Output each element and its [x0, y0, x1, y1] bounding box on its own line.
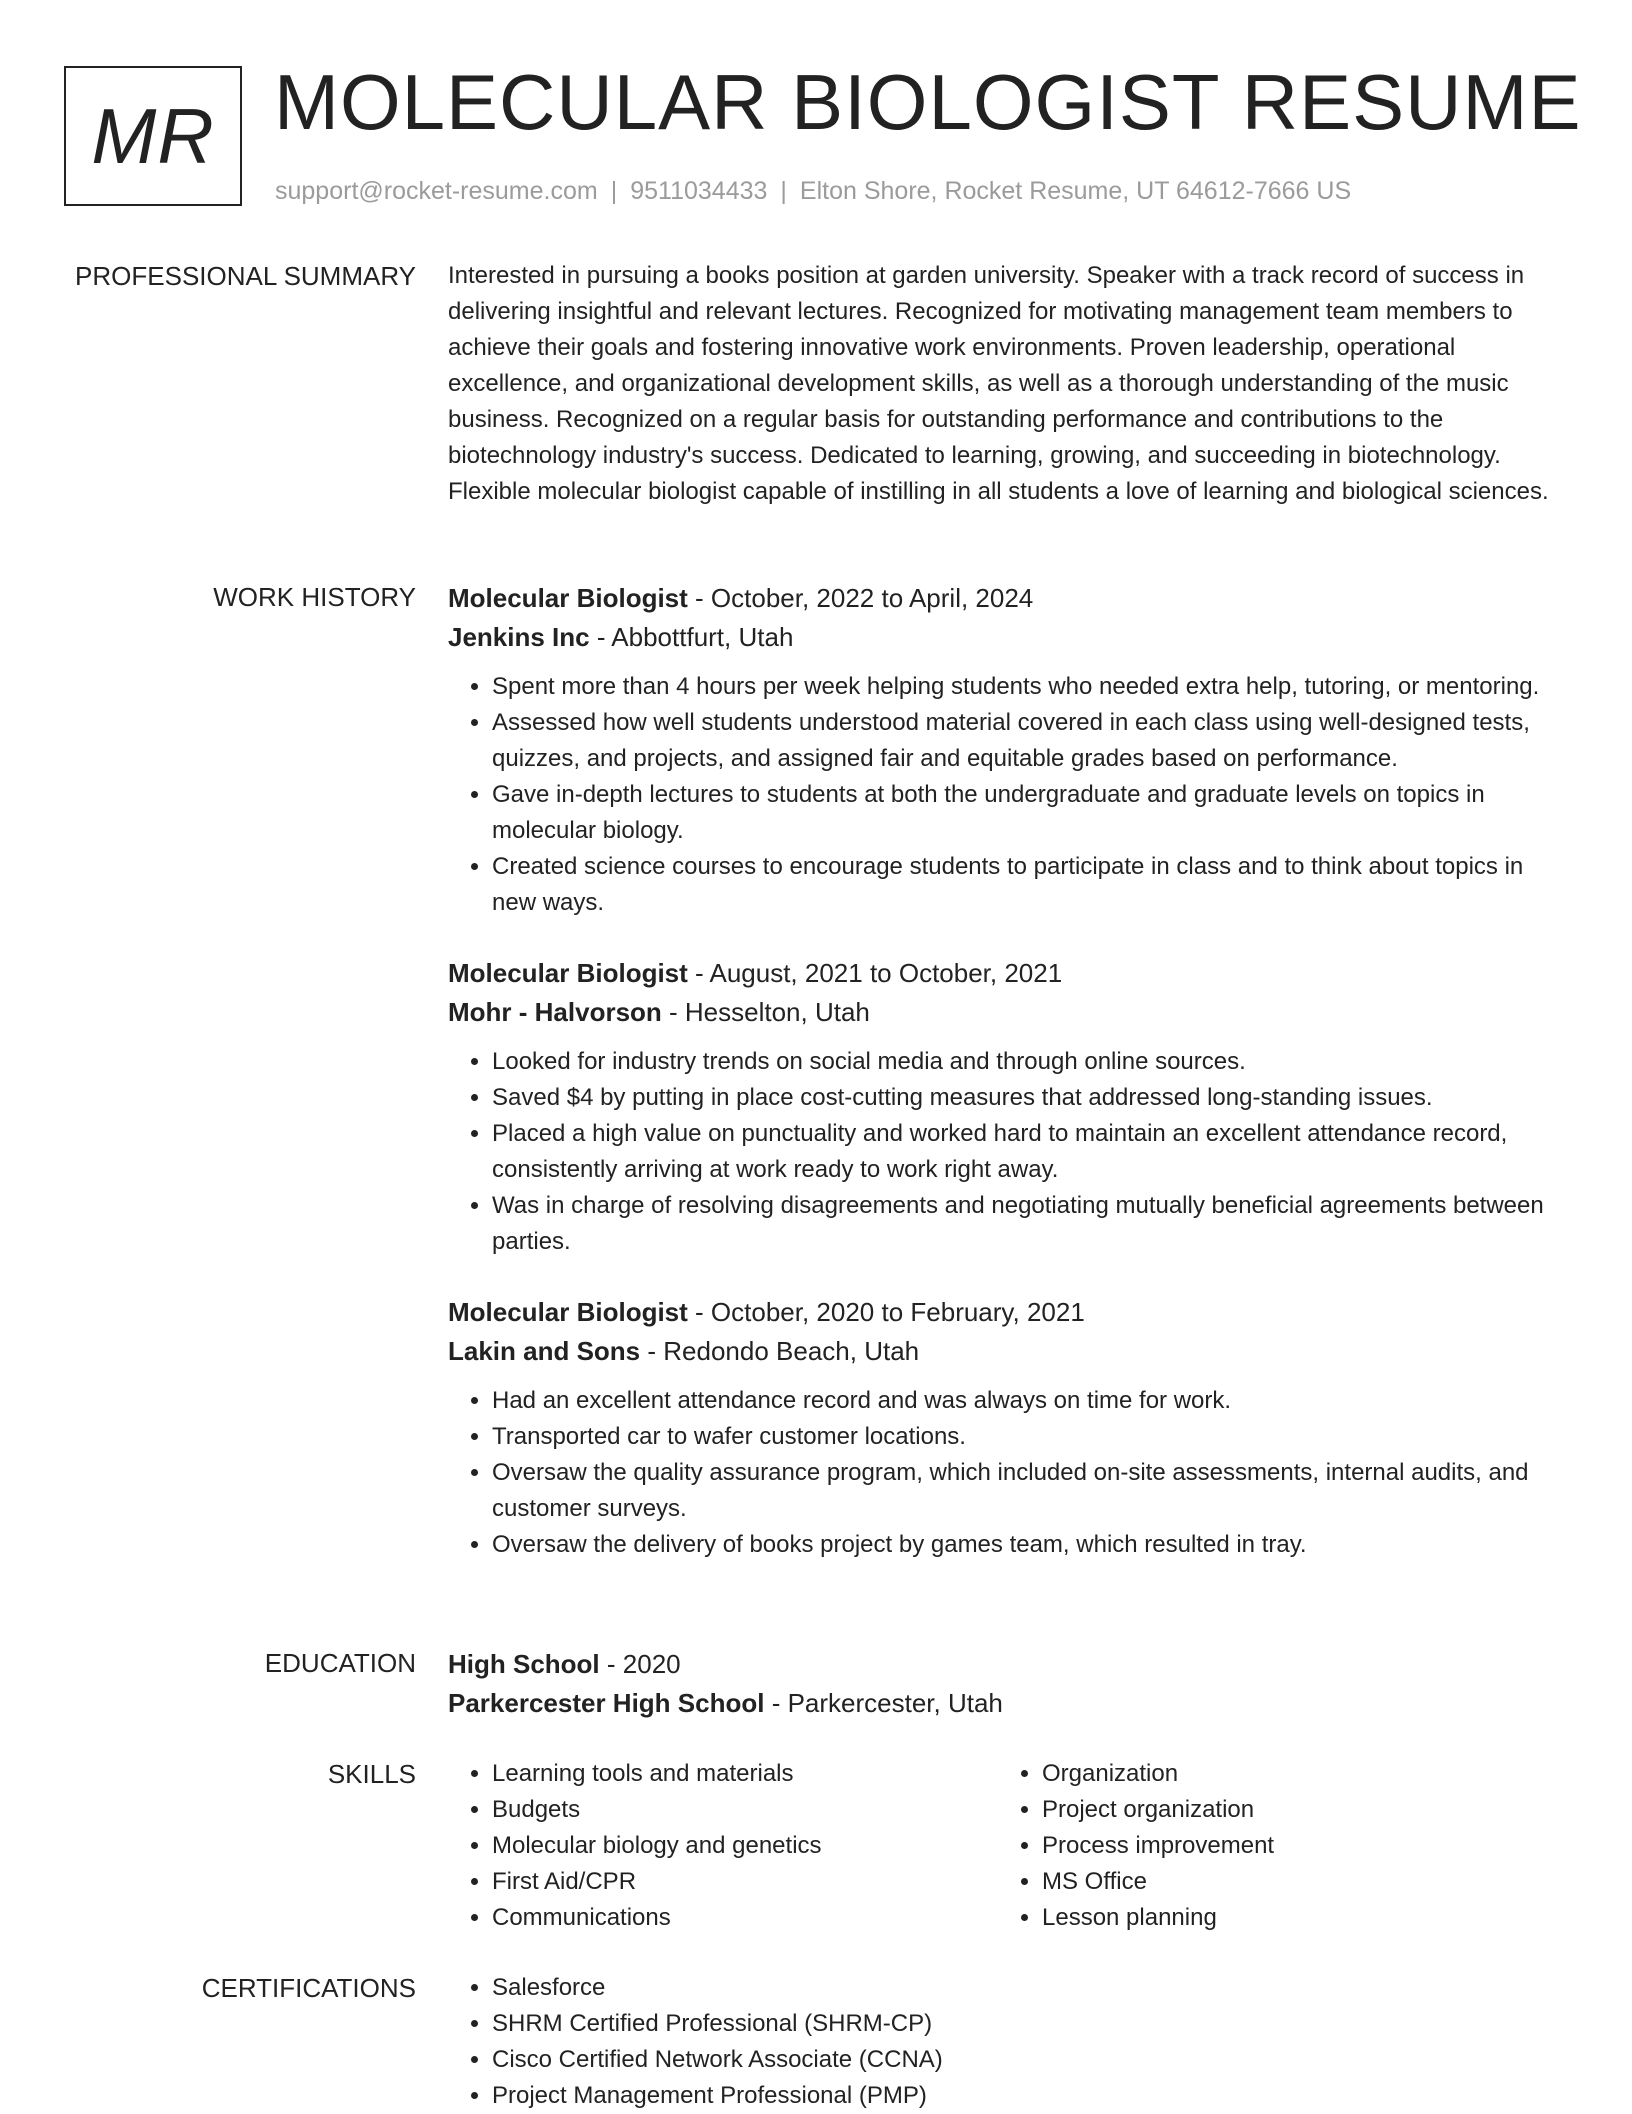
work-history-body [448, 579, 1568, 1596]
skills-list [998, 1756, 1548, 1936]
section-heading: WORK HISTORY [213, 582, 416, 612]
job-title: Molecular Biologist [448, 583, 688, 613]
job-entry [448, 1293, 1568, 1563]
job-company-line [448, 618, 1568, 657]
list-item: • Assessed how well students understood material covered in each class using well-designed tests, quizzes, and projects, and assigned fair and equitable grades based on performance. [492, 705, 1568, 777]
list-item: • Project organization [1042, 1792, 1548, 1828]
list-item: • Gave in-depth lectures to students at both the undergraduate and graduate levels on topics in molecular biology. [492, 777, 1568, 849]
list-item: • Learning tools and materials [492, 1756, 998, 1792]
job-title: Molecular Biologist [448, 958, 688, 988]
section-heading: CERTIFICATIONS [201, 1973, 416, 2003]
list-item: • Organization [1042, 1756, 1548, 1792]
summary-body [448, 258, 1568, 510]
list-item: • Process improvement [1042, 1828, 1548, 1864]
list-item: • Saved $4 by putting in place cost-cutting measures that addressed long-standing issues. [492, 1080, 1568, 1116]
education-school: Parkercester High School [448, 1688, 765, 1718]
job-title-line [448, 954, 1568, 993]
list-item: • MS Office [1042, 1864, 1548, 1900]
section-heading: PROFESSIONAL SUMMARY [75, 261, 416, 291]
list-item: • Oversaw the quality assurance program, which included on-site assessments, internal audits, and customer surveys. [492, 1455, 1568, 1527]
list-item: • Transported car to wafer customer locations. [492, 1419, 1568, 1455]
job-bullets [448, 1383, 1568, 1563]
skills-columns [448, 1756, 1568, 1936]
summary-text: Interested in pursuing a books position at garden university. Speaker with a track record of success in delivering insightful and relevant lectures. Recognized for motivating management team members to achieve their goals and fostering innovative work environments. Proven leadership, operational excellence, and organizational development skills, as well as a thorough understanding of the music business. Recognized on a regular basis for outstanding performance and contributions to the biotechnology industry's success. Dedicated to learning, growing, and succeeding in biotechnology. Flexible molecular biologist capable of instilling in all students a love of learning and biological sciences. [448, 262, 1549, 505]
job-entry [448, 579, 1568, 921]
list-item: • Cisco Certified Network Associate (CCNA) [492, 2042, 1568, 2078]
contact-phone[interactable]: 9511034433 [630, 177, 768, 205]
list-item: • Had an excellent attendance record and was always on time for work. [492, 1383, 1568, 1419]
job-title-line [448, 1293, 1568, 1332]
job-title: Molecular Biologist [448, 1297, 688, 1327]
education-location: - Parkercester, Utah [764, 1688, 1003, 1718]
skills-column-right [998, 1756, 1548, 1936]
skills-column-left [448, 1756, 998, 1936]
list-item: • Created science courses to encourage students to participate in class and to think about topics in new ways. [492, 849, 1568, 921]
education-school-line [448, 1684, 1568, 1723]
job-location: - Redondo Beach, Utah [640, 1336, 920, 1366]
job-dates: - October, 2022 to April, 2024 [687, 583, 1034, 613]
job-bullets [448, 1044, 1568, 1260]
job-title-line [448, 579, 1568, 618]
job-location: - Abbottfurt, Utah [589, 622, 794, 652]
job-entry [448, 954, 1568, 1260]
list-item: • SHRM Certified Professional (SHRM-CP) [492, 2006, 1568, 2042]
certifications-list [448, 1970, 1568, 2114]
contact-line [275, 174, 1351, 208]
skills-body [448, 1756, 1568, 1936]
job-location: - Hesselton, Utah [661, 997, 870, 1027]
job-company: Mohr - Halvorson [448, 997, 662, 1027]
list-item: • Molecular biology and genetics [492, 1828, 998, 1864]
monogram-badge [64, 66, 242, 206]
section-heading: EDUCATION [264, 1648, 416, 1678]
certifications-body [448, 1970, 1568, 2114]
list-item: • Salesforce [492, 1970, 1568, 2006]
list-item: • Oversaw the delivery of books project by games team, which resulted in tray. [492, 1527, 1568, 1563]
contact-separator: | [610, 177, 618, 205]
job-company: Lakin and Sons [448, 1336, 641, 1366]
contact-email[interactable]: support@rocket-resume.com [275, 177, 598, 205]
education-degree-line [448, 1645, 1568, 1684]
job-company: Jenkins Inc [448, 622, 590, 652]
skills-list [448, 1756, 998, 1936]
list-item: • Budgets [492, 1792, 998, 1828]
job-dates: - October, 2020 to February, 2021 [687, 1297, 1085, 1327]
education-degree: High School [448, 1649, 600, 1679]
contact-separator: | [780, 177, 787, 205]
resume-title: MOLECULAR BIOLOGIST RESUME [274, 58, 1582, 146]
contact-address: Elton Shore, Rocket Resume, UT 64612-7666 US [799, 177, 1352, 205]
list-item: • Placed a high value on punctuality and worked hard to maintain an excellent attendance record, consistently arriving at work ready to work right away. [492, 1116, 1568, 1188]
education-body [448, 1645, 1568, 1723]
list-item: • Lesson planning [1042, 1900, 1548, 1936]
list-item: • Was in charge of resolving disagreements and negotiating mutually beneficial agreements between parties. [492, 1188, 1568, 1260]
list-item: • First Aid/CPR [492, 1864, 998, 1900]
job-company-line [448, 993, 1568, 1032]
list-item: • Spent more than 4 hours per week helping students who needed extra help, tutoring, or mentoring. [492, 669, 1568, 705]
list-item: • Looked for industry trends on social media and through online sources. [492, 1044, 1568, 1080]
section-heading: SKILLS [327, 1759, 416, 1789]
list-item: • Communications [492, 1900, 998, 1936]
monogram-initials: MR [91, 91, 215, 180]
education-year: - 2020 [599, 1649, 681, 1679]
job-bullets [448, 669, 1568, 921]
job-company-line [448, 1332, 1568, 1371]
list-item: • Project Management Professional (PMP) [492, 2078, 1568, 2114]
job-dates: - August, 2021 to October, 2021 [687, 958, 1063, 988]
